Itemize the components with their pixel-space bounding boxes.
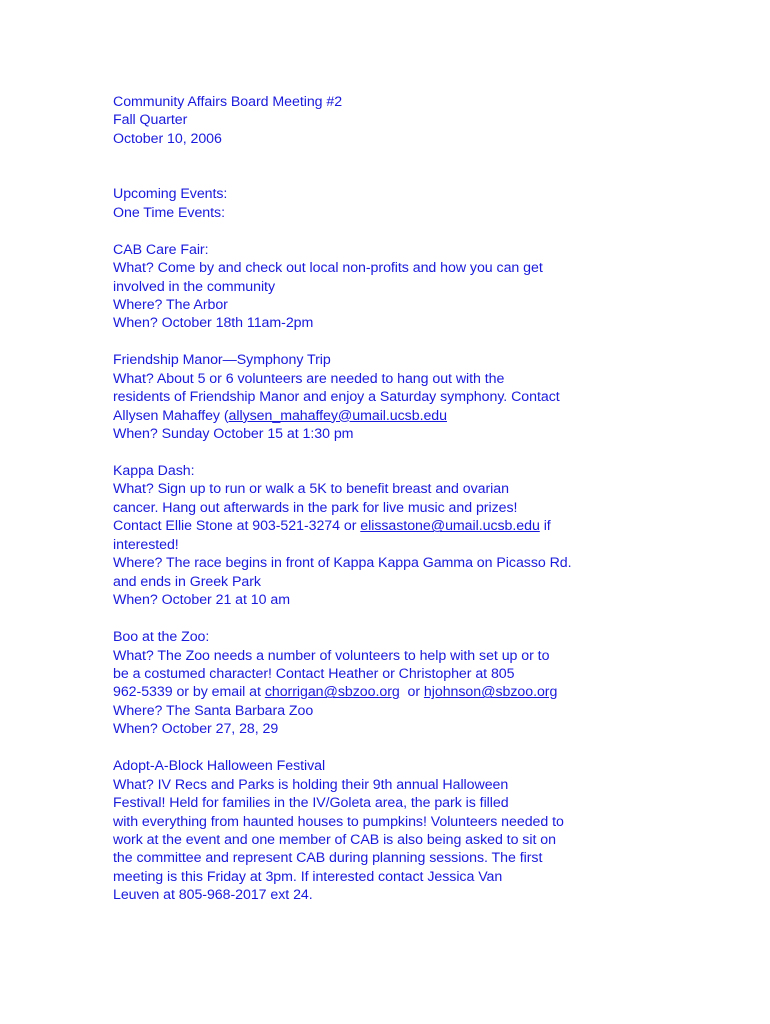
kappa-when: When? October 21 at 10 am bbox=[113, 592, 290, 609]
care-fair-when: When? October 18th 11am-2pm bbox=[113, 315, 314, 332]
friendship-contact bbox=[113, 407, 733, 425]
care-fair-title: CAB Care Fair: bbox=[113, 241, 209, 258]
adopt-body-line: What? IV Recs and Parks is holding their 9th annual Halloween bbox=[113, 776, 509, 793]
meeting-title: Community Affairs Board Meeting #2 bbox=[113, 94, 343, 110]
adopt-body-line: meeting is this Friday at 3pm. If interested contact Jessica Van bbox=[113, 868, 503, 885]
upcoming-events-heading: Upcoming Events: bbox=[113, 186, 228, 203]
zoo-or-text: or bbox=[399, 684, 424, 701]
friendship-what-line: residents of Friendship Manor and enjoy a Saturday symphony. Contact bbox=[113, 389, 560, 406]
kappa-email-link[interactable]: elissastone@umail.ucsb.edu bbox=[360, 518, 540, 535]
zoo-email-link-2[interactable]: hjohnson@sbzoo.org bbox=[423, 684, 558, 701]
kappa-contact bbox=[113, 517, 733, 535]
meeting-quarter: Fall Quarter bbox=[113, 112, 188, 129]
friendship-when: When? Sunday October 15 at 1:30 pm bbox=[113, 426, 354, 443]
kappa-what-line: What? Sign up to run or walk a 5K to benefit breast and ovarian bbox=[113, 481, 509, 498]
kappa-where-line: and ends in Greek Park bbox=[113, 573, 261, 590]
kappa-contact-suffix: if bbox=[539, 518, 551, 535]
adopt-body-line: with everything from haunted houses to pumpkins! Volunteers needed to bbox=[113, 813, 564, 830]
care-fair-what-line: involved in the community bbox=[113, 278, 275, 295]
zoo-email-link-1[interactable]: chorrigan@sbzoo.org bbox=[264, 684, 400, 701]
friendship-contact-prefix: Allysen Mahaffey ( bbox=[113, 407, 229, 424]
care-fair-what-line: What? Come by and check out local non-profits and how you can get bbox=[113, 260, 543, 277]
kappa-interested: interested! bbox=[113, 536, 179, 553]
zoo-what-line: What? The Zoo needs a number of volunteers to help with set up or to bbox=[113, 647, 550, 664]
kappa-title: Kappa Dash: bbox=[113, 463, 195, 479]
adopt-body-line: Festival! Held for families in the IV/Goleta area, the park is filled bbox=[113, 795, 509, 812]
adopt-body-line: work at the event and one member of CAB is also being asked to sit on bbox=[113, 832, 556, 849]
friendship-title: Friendship Manor—Symphony Trip bbox=[113, 352, 331, 369]
adopt-body-line: the committee and represent CAB during planning sessions. The first bbox=[113, 850, 543, 867]
zoo-contact bbox=[113, 683, 733, 701]
zoo-when: When? October 27, 28, 29 bbox=[113, 721, 279, 738]
zoo-what-line: be a costumed character! Contact Heather or Christopher at 805 bbox=[113, 665, 515, 682]
zoo-where: Where? The Santa Barbara Zoo bbox=[113, 702, 314, 719]
kappa-what-line: cancer. Hang out afterwards in the park for live music and prizes! bbox=[113, 499, 518, 516]
adopt-body-line: Leuven at 805-968-2017 ext 24. bbox=[113, 887, 313, 904]
one-time-events-heading: One Time Events: bbox=[113, 204, 225, 221]
kappa-contact-prefix: Contact Ellie Stone at 903-521-3274 or bbox=[113, 518, 361, 535]
care-fair-where: Where? The Arbor bbox=[113, 296, 228, 313]
adopt-title: Adopt-A-Block Halloween Festival bbox=[113, 758, 326, 775]
document-page bbox=[113, 93, 733, 905]
meeting-date: October 10, 2006 bbox=[113, 130, 222, 147]
kappa-where-line: Where? The race begins in front of Kappa Kappa Gamma on Picasso Rd. bbox=[113, 555, 572, 572]
zoo-title: Boo at the Zoo: bbox=[113, 629, 210, 646]
zoo-phone-prefix: 962-5339 or by email at bbox=[113, 684, 265, 701]
friendship-what-line: What? About 5 or 6 volunteers are needed to hang out with the bbox=[113, 370, 505, 387]
friendship-email-link[interactable]: allysen_mahaffey@umail.ucsb.edu bbox=[228, 407, 447, 424]
